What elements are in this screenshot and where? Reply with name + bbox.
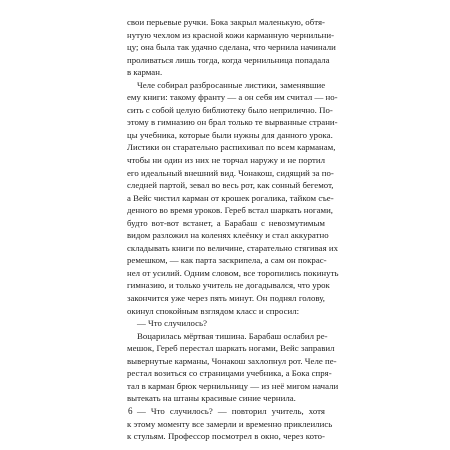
- text-line: ремешком, — как парта заскрипела, а сам он покрас-: [127, 255, 327, 266]
- text-line: к этому моменту все замерли и временно приклеились: [127, 418, 333, 429]
- text-line: а Вейс чистил карман от крошек рогалика, тайком съе-: [127, 192, 334, 203]
- text-line: цы учебника, которые были нужны для данного урока.: [127, 129, 333, 140]
- text-line: в карман.: [127, 67, 163, 78]
- text-line: следней партой, зевал во весь рот, как сонный бегемот,: [127, 180, 334, 191]
- text-line: вытекать на штаны красивые синие чернила.: [127, 393, 296, 404]
- text-line: мешок, Гереб перестал шаркать ногами, Вейс заправил: [127, 343, 335, 354]
- text-line: ему книги: такому франту — а он себя им считал — но-: [127, 92, 338, 103]
- text-line: его идеальный внешний вид. Чонакош, сидящий за по-: [127, 167, 334, 178]
- text-line: денного во время уроков. Гереб встал шаркать ногами,: [127, 205, 334, 216]
- text-line: нутую чехлом из красной кожи карманную чернильни-: [127, 29, 335, 40]
- text-line: — Что случилось? — повторил учитель, хотя: [137, 405, 325, 416]
- body-text: [127, 16, 339, 443]
- text-line: проливаться лишь тогда, когда чернильница попадала: [127, 54, 330, 65]
- page-number: 6: [128, 406, 133, 416]
- text-line: закончится уже через пять минут. Он поднял голову,: [127, 293, 325, 304]
- text-line: рестал возиться со страницами учебника, а Бока спря-: [127, 368, 332, 379]
- text-line: складывать книги по величине, старательно стягивая их: [127, 242, 339, 253]
- text-line: Листики он старательно распихивал по всем карманам,: [127, 142, 336, 153]
- text-line: — Что случилось?: [137, 318, 208, 329]
- text-line: сить с собой целую библиотеку было неприлично. По-: [127, 104, 333, 115]
- text-line: цу; она была так удачно сделана, что чернила начинали: [127, 42, 336, 53]
- text-line: видом разложил на коленях клеёнку и стал аккуратно: [127, 230, 329, 241]
- text-line: будто вот-вот встанет, а Барабаш с невозмутимым: [127, 217, 325, 228]
- text-line: свои перьевые ручки. Бока закрыл маленькую, обтя-: [127, 17, 325, 27]
- text-line: этому в гимназию он брал только те вырванные страни-: [127, 117, 338, 128]
- text-line: чтобы ни один из них не торчал наружу и не портил: [127, 155, 325, 166]
- text-line: тал в карман брюк чернильницу — из неё мигом начали: [127, 380, 339, 391]
- text-line: к стульям. Профессор посмотрел в окно, через кото-: [127, 431, 325, 442]
- text-line: гимназию, и только учитель не догадывался, что урок: [127, 280, 330, 291]
- text-line: Воцарилась мёртвая тишина. Барабаш ослабил ре-: [137, 330, 328, 341]
- text-line: вывернутые карманы, Чонакош захлопнул рот. Челе пе-: [127, 355, 337, 366]
- text-line: Челе собирал разбросанные листики, заменявшие: [137, 79, 326, 90]
- text-line: нел от усилий. Одним словом, все торопились покинуть: [127, 267, 339, 278]
- text-line: окинул спокойным взглядом класс и спросил:: [127, 305, 300, 316]
